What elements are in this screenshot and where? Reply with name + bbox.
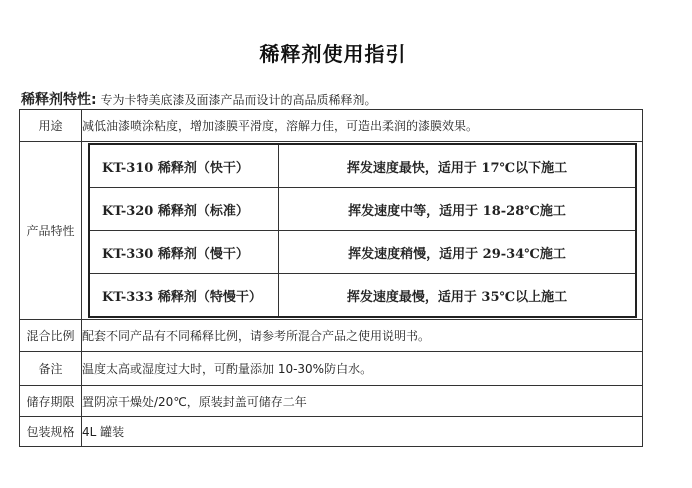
product-name: KT-330 稀释剂（慢干） (89, 231, 279, 274)
intro-text: 专为卡特美底漆及面漆产品而设计的高品质稀释剂。 (100, 93, 377, 107)
row-storage (20, 386, 643, 417)
row-value-use: 减低油漆喷涂粘度，增加漆膜平滑度，溶解力佳，可造出柔润的漆膜效果。 (82, 110, 643, 142)
product-desc: 挥发速度中等，适用于 18-28℃施工 (279, 188, 637, 231)
row-label-use: 用途 (20, 110, 82, 142)
product-row (89, 274, 636, 318)
intro-line (21, 89, 376, 109)
intro-label: 稀释剂特性: (21, 92, 97, 108)
product-name: KT-320 稀释剂（标准） (89, 188, 279, 231)
row-value-packaging: 4L 罐装 (82, 417, 643, 447)
row-mix (20, 320, 643, 352)
row-value-storage: 置阴凉干燥处/20℃，原装封盖可储存二年 (82, 386, 643, 417)
page-title: 稀释剂使用指引 (259, 42, 407, 66)
features-cell (82, 142, 643, 320)
product-row (89, 231, 636, 274)
spec-table (19, 109, 643, 447)
row-value-mix: 配套不同产品有不同稀释比例，请参考所混合产品之使用说明书。 (82, 320, 643, 352)
product-name: KT-310 稀释剂（快干） (89, 144, 279, 188)
row-label-mix: 混合比例 (20, 320, 82, 352)
row-note (20, 352, 643, 386)
product-name: KT-333 稀释剂（特慢干） (89, 274, 279, 318)
product-row (89, 144, 636, 188)
product-row (89, 188, 636, 231)
row-use (20, 110, 643, 142)
product-desc: 挥发速度最慢，适用于 35℃以上施工 (279, 274, 637, 318)
row-label-features: 产品特性 (20, 142, 82, 320)
row-label-packaging: 包装规格 (20, 417, 82, 447)
row-label-storage: 储存期限 (20, 386, 82, 417)
row-packaging (20, 417, 643, 447)
row-label-note: 备注 (20, 352, 82, 386)
product-desc: 挥发速度稍慢，适用于 29-34℃施工 (279, 231, 637, 274)
row-features (20, 142, 643, 320)
row-value-note: 温度太高或湿度过大时，可酌量添加 10-30%防白水。 (82, 352, 643, 386)
product-desc: 挥发速度最快，适用于 17℃以下施工 (279, 144, 637, 188)
product-table (88, 143, 637, 318)
